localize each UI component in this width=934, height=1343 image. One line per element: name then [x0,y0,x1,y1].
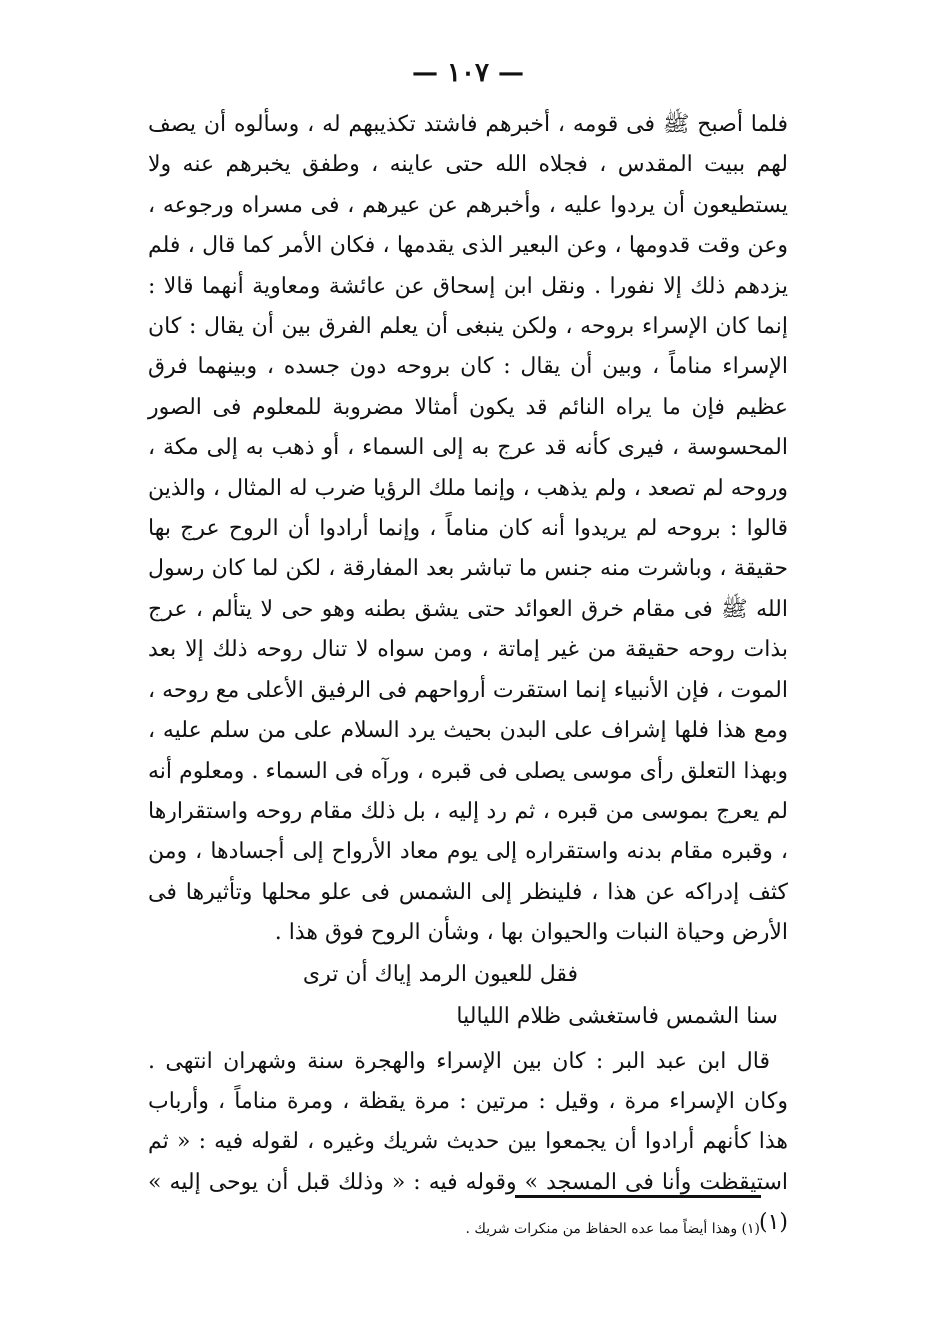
paragraph-2: قال ابن عبد البر : كان بين الإسراء والهجرة سنة وشهران انتهى . وكان الإسراء مرة ، وقيل : مرتين : مرة يقظة ، ومرة مناماً ، وأرباب هذا كأنهم أرادوا أن يجمعوا بين حديث شريك وغيره ، لقوله فيه : « ثم استيقظت وأنا فى المسجد » وقوله فيه : « وذلك قبل أن يوحى إليه » (١) [148,1048,788,1236]
page-content [148,55,788,1244]
paragraph-1: فلما أصبح ﷺ فى قومه ، أخبرهم فاشتد تكذيبهم له ، وسألوه أن يصف لهم ببيت المقدس ، فجلاه الله حتى عاينه ، وطفق يخبرهم عنه ولا يستطيعون أن يردوا عليه ، وأخبرهم عن عيرهم ، فى مسراه ورجوعه ، وعن وقت قدومها ، وعن البعير الذى يقدمها ، فكان الأمر كما قال ، فلم يزدهم ذلك إلا نفورا . ونقل ابن إسحاق عن عائشة ومعاوية أنهما قالا : إنما كان الإسراء بروحه ، ولكن ينبغى أن يعلم الفرق بين أن يقال : كان الإسراء مناماً ، وبين أن يقال : كان بروحه دون جسده ، وبينهما فرق عظيم فإن ما يراه النائم قد يكون أمثالا مضروبة للمعلوم فى الصور المحسوسة ، فيرى كأنه قد عرج به إلى السماء ، أو ذهب به إلى مكة ، وروحه لم تصعد ، ولم يذهب ، وإنما ملك الرؤيا ضرب له المثال ، والذين قالوا : بروحه لم يريدوا أنه كان مناماً ، وإنما أرادوا أن الروح عرج بها حقيقة ، وباشرت منه جنس ما تباشر بعد المفارقة ، لكن لما كان رسول الله ﷺ فى مقام خرق العوائد حتى يشق بطنه وهو حى لا يتألم ، عرج بذات روحه حقيقة من غير إماتة ، ومن سواه لا تنال روحه ذلك إلا بعد الموت ، فإن الأنبياء إنما استقرت أرواحهم فى الرفيق الأعلى مع روحه ، ومع هذا فلها إشراف على البدن بحيث يرد السلام على من سلم عليه ، وبهذا التعلق رأى موسى يصلى فى قبره ، ورآه فى السماء . ومعلوم أنه لم يعرج بموسى من قبره ، ثم رد إليه ، بل ذلك مقام روحه واستقرارها ، وقبره مقام بدنه واستقراره إلى يوم معاد الأرواح إلى أجسادها ، ومن كثف إدراكه عن هذا ، فلينظر إلى الشمس فى علو محلها وتأثيرها فى الأرض وحياة النبات والحيوان بها ، وشأن الروح فوق هذا . [148,112,788,946]
poetry-verse [148,954,788,1038]
footnote: (١) وهذا أيضاً مما عده الحفاظ من منكرات شريك . [465,1221,760,1237]
verse-line-1: فقل للعيون الرمد إياك أن ترى [302,961,578,987]
main-text [148,105,788,1244]
verse-line-2: سنا الشمس فاستغشى ظلام اللياليا [456,1003,778,1029]
page-number: — ١٠٧ — [411,58,525,88]
footnote-separator [515,1195,761,1198]
